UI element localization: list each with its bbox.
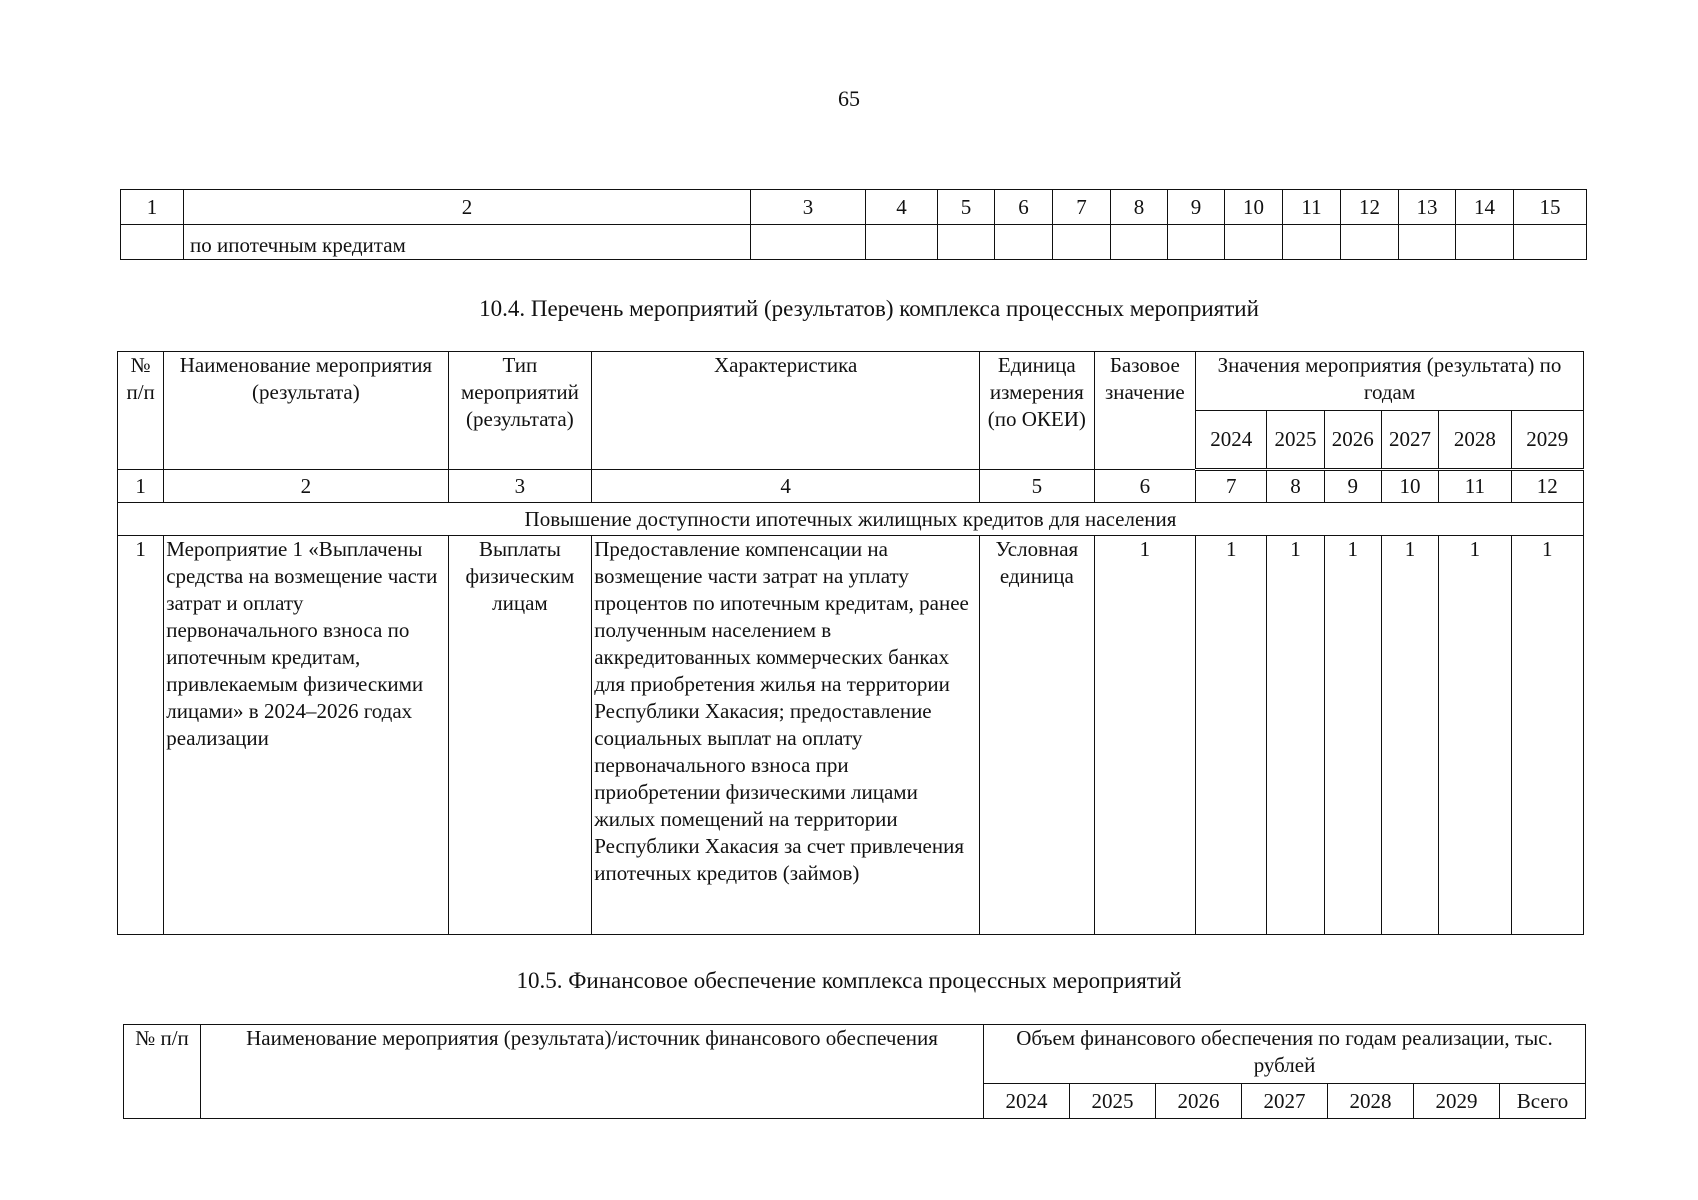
row-base: 1	[1094, 536, 1195, 935]
row-characteristic: Предоставление компенсации на возмещение части затрат на уплату процентов по ипотечным кредитам, ранее полученным населением в аккредитованных коммерческих банках для приобретения жилья на территории Республики Хакасия; предоставление социальных выплат на оплату первоначального взноса при приобретении физическими лицами жилых помещений на территории Республики Хакасия за счет привлечения ипотечных кредитов (займов)	[592, 536, 980, 935]
year-cell: 2029	[1511, 411, 1583, 470]
year-cell: 2024	[984, 1084, 1070, 1119]
col-num: 12	[1341, 190, 1399, 225]
header-row	[118, 352, 1584, 411]
year-cell: 2026	[1156, 1084, 1242, 1119]
column-number-row	[121, 190, 1587, 225]
row-value: 1	[1196, 536, 1267, 935]
row-unit: Условная единица	[980, 536, 1095, 935]
header-volume: Объем финансового обеспечения по годам реализации, тыс. рублей	[984, 1025, 1586, 1084]
col-num: 12	[1511, 470, 1583, 503]
row-type: Выплаты физическим лицам	[448, 536, 592, 935]
header-num: № п/п	[124, 1025, 201, 1119]
measures-table	[117, 351, 1584, 935]
year-cell: 2027	[1381, 411, 1438, 470]
col-num: 7	[1053, 190, 1111, 225]
year-cell: 2025	[1070, 1084, 1156, 1119]
header-name: Наименование мероприятия (результата)	[164, 352, 448, 470]
row-value: 1	[1439, 536, 1511, 935]
col-num: 4	[592, 470, 980, 503]
col-num: 1	[121, 190, 184, 225]
col-num: 9	[1168, 190, 1225, 225]
header-name: Наименование мероприятия (результата)/источник финансового обеспечения	[201, 1025, 984, 1119]
header-values-by-year: Значения мероприятия (результата) по годам	[1196, 352, 1584, 411]
year-cell: 2029	[1414, 1084, 1500, 1119]
header-unit: Единица измерения (по ОКЕИ)	[980, 352, 1095, 470]
section-10-5-title: 10.5. Финансовое обеспечение комплекса процессных мероприятий	[516, 968, 1182, 993]
row-value: 1	[1267, 536, 1324, 935]
col-num: 6	[995, 190, 1053, 225]
col-num: 2	[184, 190, 751, 225]
col-num: 15	[1514, 190, 1587, 225]
header-type: Тип мероприятий (результата)	[448, 352, 592, 470]
col-num: 2	[164, 470, 448, 503]
year-cell: 2025	[1267, 411, 1324, 470]
col-num: 5	[938, 190, 995, 225]
col-num: 7	[1196, 470, 1267, 503]
row-name: Мероприятие 1 «Выплачены средства на возмещение части затрат и оплату первоначального взноса по ипотечным кредитам, привлекаемым физическими лицами» в 2024–2026 годах реализации	[164, 536, 448, 935]
table-row	[118, 536, 1584, 935]
header-characteristic: Характеристика	[592, 352, 980, 470]
row-value: 1	[1381, 536, 1438, 935]
group-title: Повышение доступности ипотечных жилищных кредитов для населения	[118, 503, 1584, 536]
page-number: 65	[838, 86, 860, 111]
col-num: 8	[1267, 470, 1324, 503]
header-num: № п/п	[118, 352, 164, 470]
col-num: 14	[1456, 190, 1514, 225]
col-num: 11	[1439, 470, 1511, 503]
table-row	[121, 225, 1587, 260]
row-value: 1	[1324, 536, 1381, 935]
col-num: 3	[448, 470, 592, 503]
finance-table	[123, 1024, 1586, 1119]
col-num: 3	[751, 190, 866, 225]
col-num: 10	[1225, 190, 1283, 225]
col-num: 9	[1324, 470, 1381, 503]
year-cell: 2026	[1324, 411, 1381, 470]
continuation-table	[120, 189, 1587, 260]
col-num: 5	[980, 470, 1095, 503]
row-value: 1	[1511, 536, 1583, 935]
col-num: 1	[118, 470, 164, 503]
row-num: 1	[118, 536, 164, 935]
column-number-row	[118, 470, 1584, 503]
year-cell: 2028	[1328, 1084, 1414, 1119]
section-10-4-title: 10.4. Перечень мероприятий (результатов) комплекса процессных мероприятий	[479, 296, 1259, 321]
year-cell-total: Всего	[1500, 1084, 1586, 1119]
col-num: 8	[1111, 190, 1168, 225]
col-num: 4	[866, 190, 938, 225]
year-cell: 2024	[1196, 411, 1267, 470]
col-num: 10	[1381, 470, 1438, 503]
col-num: 13	[1399, 190, 1456, 225]
group-row	[118, 503, 1584, 536]
year-cell: 2027	[1242, 1084, 1328, 1119]
col-num: 11	[1283, 190, 1341, 225]
col-num: 6	[1094, 470, 1195, 503]
year-cell: 2028	[1439, 411, 1511, 470]
header-base: Базовое значение	[1094, 352, 1195, 470]
header-row	[124, 1025, 1586, 1084]
row-text: по ипотечным кредитам	[184, 225, 751, 260]
